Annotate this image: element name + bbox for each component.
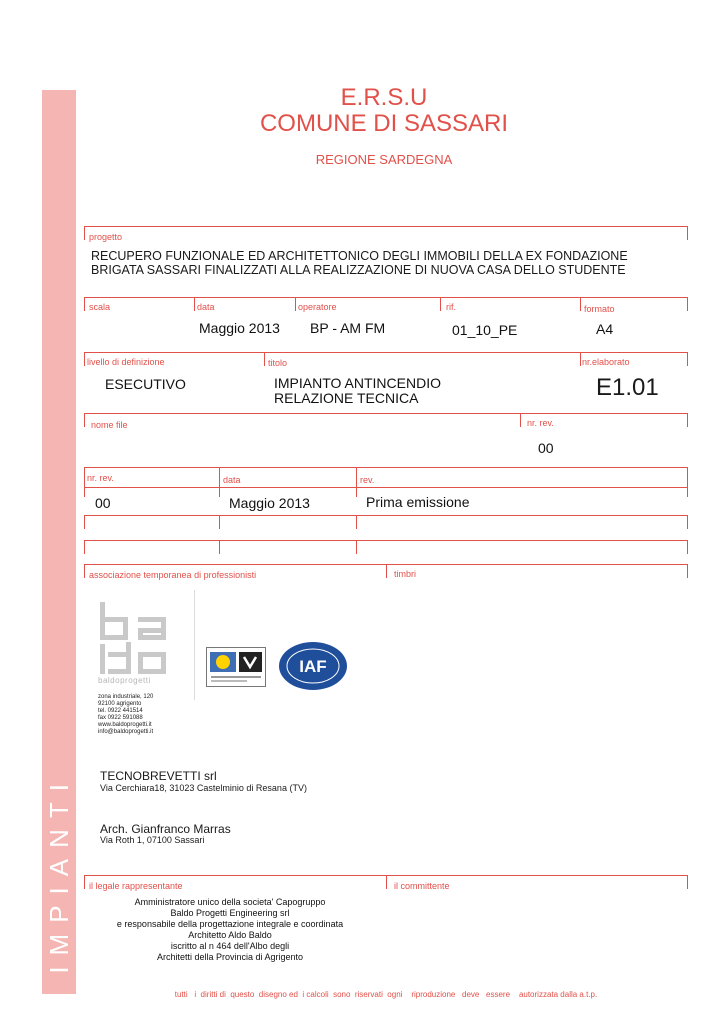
baldo-address (98, 694, 153, 736)
divider (84, 226, 85, 240)
divider (687, 875, 688, 889)
iaf-certification-icon (278, 641, 348, 691)
logo-divider (194, 590, 195, 700)
nr-rev-label: nr. rev. (527, 418, 554, 428)
divider (84, 413, 688, 414)
rev-nr-header: nr. rev. (87, 473, 114, 483)
divider (84, 467, 688, 468)
divider (440, 297, 441, 311)
divider (580, 297, 581, 311)
legal-line: Architetto Aldo Baldo (188, 930, 272, 940)
sidebar-band (42, 90, 76, 994)
elaborato-label: nr.elaborato (582, 357, 630, 367)
divider (520, 413, 521, 427)
project-label: progetto (89, 232, 123, 242)
project-text-line1: RECUPERO FUNZIONALE ED ARCHITETTONICO DEGLI IMMOBILI DELLA EX FONDAZIONE (91, 249, 628, 263)
divider (84, 875, 85, 889)
project-text-line2: BRIGATA SASSARI FINALIZZATI ALLA REALIZZAZIONE DI NUOVA CASA DELLO STUDENTE (91, 263, 626, 277)
data-value: Maggio 2013 (199, 320, 280, 336)
divider (295, 297, 296, 311)
divider (219, 487, 220, 497)
divider (356, 540, 357, 554)
divider (356, 467, 357, 487)
divider (84, 487, 688, 488)
baldo-address-line: www.baldoprogetti.it (98, 722, 152, 728)
rif-label: rif. (446, 302, 456, 312)
divider (386, 564, 387, 578)
rev-row-data: Maggio 2013 (229, 495, 310, 511)
divider (687, 564, 688, 578)
scala-label: scala (89, 302, 111, 312)
divider (84, 515, 688, 516)
divider (687, 515, 688, 529)
header-title-line1: E.R.S.U (340, 84, 428, 111)
titolo-label: titolo (268, 358, 288, 368)
divider (84, 540, 85, 554)
nome-file-label: nome file (91, 420, 128, 430)
divider (84, 515, 85, 529)
nr-rev-value: 00 (538, 440, 554, 456)
legal-line: e responsabile della progettazione integrale e coordinata (116, 919, 344, 929)
rev-row-nr: 00 (95, 495, 111, 511)
sidebar-vertical-text: IMPIANTI (43, 773, 74, 974)
livello-value: ESECUTIVO (105, 376, 186, 392)
titolo-value (274, 376, 441, 406)
divider (219, 540, 220, 554)
legal-line: Architetti della Provincia di Agrigento (156, 952, 304, 962)
divider (687, 467, 688, 487)
divider (687, 540, 688, 554)
sidebar-text-wrap (42, 90, 76, 994)
footer-rights-text: tutti i diritti di questo disegno ed i calcoli sono riservati ogni riproduzione deve essere autorizzata dalla a.t.p. (174, 990, 598, 999)
data-label: data (197, 302, 215, 312)
divider (219, 467, 220, 487)
divider (84, 297, 688, 298)
ati-label: associazione temporanea di professionisti (89, 570, 257, 580)
formato-label: formato (584, 304, 615, 314)
firm2-address: Via Roth 1, 07100 Sassari (100, 835, 205, 845)
baldo-address-line: tel. 0922 441514 (98, 708, 143, 714)
rif-value: 01_10_PE (452, 322, 518, 338)
project-text (91, 249, 628, 277)
baldo-address-line: 92100 agrigento (98, 701, 142, 707)
divider (386, 875, 387, 889)
divider (84, 352, 85, 366)
divider (264, 352, 265, 366)
divider (687, 352, 688, 366)
ims-certification-icon (206, 647, 266, 687)
operatore-value: BP - AM FM (310, 320, 386, 336)
divider (84, 226, 688, 227)
divider (219, 515, 220, 529)
header-title-line2: COMUNE DI SASSARI (259, 110, 509, 137)
formato-value: A4 (596, 321, 614, 337)
operatore-label: operatore (298, 302, 337, 312)
rev-row-rev: Prima emissione (366, 494, 470, 510)
divider (84, 487, 85, 497)
divider (687, 487, 688, 497)
divider (580, 352, 581, 366)
timbri-label: timbri (394, 569, 416, 579)
baldo-logo-icon (98, 600, 178, 680)
divider (687, 226, 688, 240)
divider (84, 413, 85, 427)
divider (84, 467, 85, 487)
baldo-address-line: zona industriale, 120 (98, 694, 154, 700)
rev-rev-header: rev. (360, 475, 375, 485)
baldo-address-line: fax 0922 591088 (98, 715, 143, 721)
divider (687, 413, 688, 427)
baldo-brand: baldoprogetti (98, 676, 151, 685)
divider (84, 352, 688, 353)
divider (356, 487, 357, 497)
titolo-line1: IMPIANTO ANTINCENDIO (274, 375, 441, 391)
header-subtitle: REGIONE SARDEGNA (315, 152, 453, 167)
livello-label: livello di definizione (87, 357, 165, 367)
divider (687, 297, 688, 311)
legal-line: Baldo Progetti Engineering srl (170, 908, 290, 918)
rev-data-header: data (223, 475, 241, 485)
divider (194, 297, 195, 311)
rappresentante-label: il legale rappresentante (89, 881, 183, 891)
divider (84, 540, 688, 541)
iaf-text: IAF (299, 657, 327, 676)
divider (84, 297, 85, 311)
titolo-line2: RELAZIONE TECNICA (274, 390, 419, 406)
firm1-name: TECNOBREVETTI srl (100, 769, 217, 783)
divider (84, 564, 85, 578)
legal-text (84, 897, 376, 963)
firm2-name: Arch. Gianfranco Marras (100, 822, 231, 836)
baldo-address-line: info@baldoprogetti.it (98, 729, 154, 735)
legal-line: Amministratore unico della societa' Capogruppo (134, 897, 326, 907)
firm1-address: Via Cerchiara18, 31023 Castelminio di Resana (TV) (100, 783, 307, 793)
committente-label: il committente (394, 881, 450, 891)
elaborato-value: E1.01 (596, 374, 659, 401)
divider (356, 515, 357, 529)
legal-line: iscritto al n 464 dell'Albo degli (170, 941, 290, 951)
